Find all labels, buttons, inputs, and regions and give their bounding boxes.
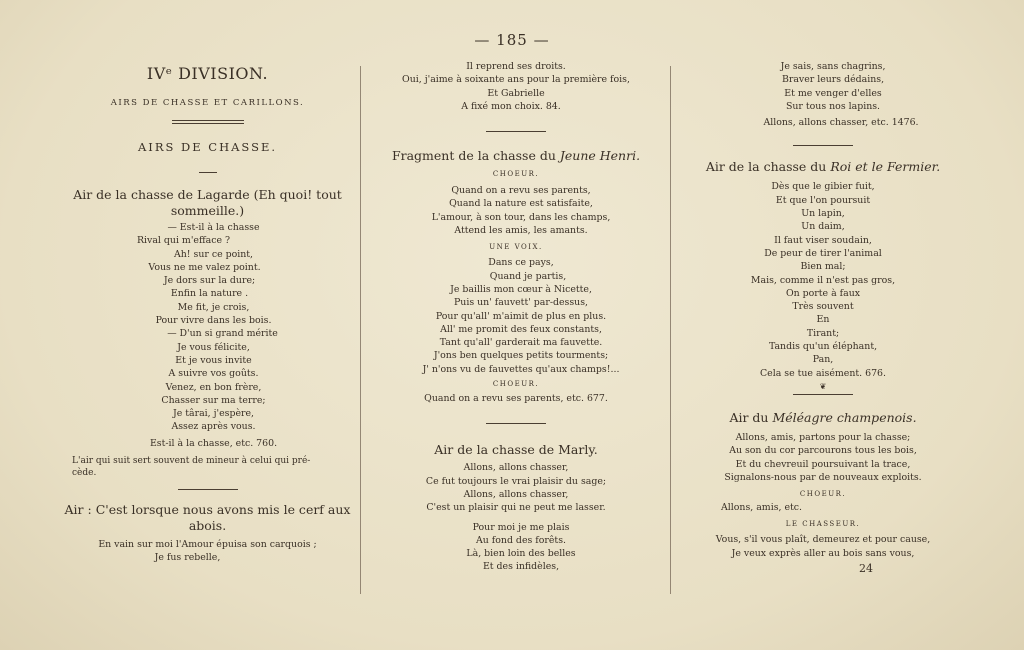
verse-line: Cela se tue aisément. 676. xyxy=(760,367,886,379)
verse-line: Et que l'on poursuit xyxy=(775,194,871,206)
column-middle xyxy=(372,60,660,574)
marly-title: Air de la chasse de Marly. xyxy=(434,442,598,458)
verse-line: Vous ne me valez point. xyxy=(148,261,261,273)
verse-line: Il reprend ses droits. xyxy=(466,61,566,72)
verse-line: En xyxy=(816,314,830,326)
meleagre-title-italic: Méléagre champenois. xyxy=(772,409,917,425)
column-left xyxy=(60,60,355,565)
verse-line: — Est-il à la chasse xyxy=(167,222,260,233)
choeur-label: CHOEUR. xyxy=(492,170,540,179)
verse-line: J' n'ons vu de fauvettes qu'aux champs!... xyxy=(422,363,620,375)
verse-line: Ah! sur ce point, xyxy=(173,248,254,260)
verse-line: Est-il à la chasse, etc. 760. xyxy=(149,437,278,449)
verse-line: Et me venger d'elles xyxy=(784,87,882,99)
separator-rule xyxy=(793,394,853,395)
air-title-cerf-1: Air : C'est lorsque nous avons mis le cerf aux xyxy=(64,502,351,518)
choeur-label: CHOEUR. xyxy=(492,380,540,389)
verse-line: Et du chevreuil poursuivant la trace, xyxy=(735,458,911,470)
verse-line: Signalons-nous par de nouveaux exploits. xyxy=(724,471,922,483)
fragment-title-italic: Jeune Henri. xyxy=(559,148,641,164)
verse-line: All' me promit des feux constants, xyxy=(440,323,602,335)
verse-line: Rival qui m'efface ? xyxy=(136,235,230,247)
verse-line: Et Gabrielle xyxy=(487,87,545,99)
verse-line: Je dors sur la dure; xyxy=(163,275,256,287)
verse-line: Mais, comme il n'est pas gros, xyxy=(750,274,896,286)
fragment-title xyxy=(372,148,660,164)
page-number: — 185 — xyxy=(474,31,550,49)
verse-line: Pan, xyxy=(812,354,834,366)
air-title-lagarde-2: sommeille.) xyxy=(170,203,245,218)
verse-line: Je baillis mon cœur à Nicette, xyxy=(450,283,592,295)
verse-line: Allons, amis, etc. xyxy=(721,502,803,514)
voice-label: UNE VOIX. xyxy=(489,243,543,252)
choeur-label: CHOEUR. xyxy=(799,490,847,499)
verse-line: Enfin la nature . xyxy=(170,288,249,300)
verse-line: Je sais, sans chagrins, xyxy=(780,61,886,72)
division-subtitle: AIRS DE CHASSE ET CARILLONS. xyxy=(110,98,305,108)
verse-line: A fixé mon choix. 84. xyxy=(461,100,561,112)
separator-rule xyxy=(486,423,546,424)
verse-line: Je târai, j'espère, xyxy=(172,408,255,420)
meleagre-title-text: Air du xyxy=(729,409,773,425)
verse-line: Bien mal; xyxy=(800,261,846,273)
chasseur-label: LE CHASSEUR. xyxy=(785,520,861,529)
roi-title-text: Air de la chasse du xyxy=(705,159,831,175)
roi-title-italic: Roi et le Fermier. xyxy=(830,159,941,175)
ornament-icon: ❦ xyxy=(819,381,827,391)
verse-line: Quand on a revu ses parents, xyxy=(451,185,591,197)
note-line: L'air qui suit sert souvent de mineur à celui qui pré- xyxy=(72,456,311,467)
verse-line: Et des infidèles, xyxy=(482,561,560,573)
verse-line: Attend les amis, les amants. xyxy=(454,225,588,237)
verse-line: Oui, j'aime à soixante ans pour la première fois, xyxy=(402,74,630,86)
column-divider-left xyxy=(360,66,361,594)
verse-line: Tant qu'all' garderait ma fauvette. xyxy=(439,337,603,349)
verse-line: Je veux exprès aller au bois sans vous, xyxy=(731,547,915,559)
verse-line: Allons, allons chasser, etc. 1476. xyxy=(763,117,919,129)
verse-line: Dès que le gibier fuit, xyxy=(771,181,875,193)
meleagre-title xyxy=(683,410,963,426)
verse-line: Vous, s'il vous plaît, demeurez et pour cause, xyxy=(715,534,931,546)
verse-line: Pour vivre dans les bois. xyxy=(155,315,272,327)
verse-line: Je fus rebelle, xyxy=(154,552,221,564)
verse-line: Allons, allons chasser, xyxy=(463,488,569,500)
verse-line: Puis un' fauvett' par-dessus, xyxy=(453,297,589,309)
verse-line: Tandis qu'un éléphant, xyxy=(768,341,878,353)
air-title-cerf-2: abois. xyxy=(188,518,227,534)
verse-line: A suivre vos goûts. xyxy=(168,368,259,380)
note-line: cède. xyxy=(72,467,97,478)
verse-line: Assez après vous. xyxy=(171,421,256,433)
verse-line: De peur de tirer l'animal xyxy=(764,247,882,259)
verse-line: Allons, amis, partons pour la chasse; xyxy=(735,431,911,443)
double-rule xyxy=(172,120,244,124)
verse-line: Pour moi je me plais xyxy=(472,521,570,533)
verse-line: Au fond des forêts. xyxy=(476,534,566,546)
verse-line: Ce fut toujours le vrai plaisir du sage; xyxy=(425,475,607,487)
separator-rule xyxy=(178,489,238,490)
short-rule xyxy=(199,172,217,173)
signature-mark: 24 xyxy=(859,562,873,576)
verse-line: Braver leurs dédains, xyxy=(781,74,885,86)
verse-line: Quand je partis, xyxy=(489,270,567,282)
verse-line: Me fit, je crois, xyxy=(177,301,250,313)
roi-title xyxy=(683,159,963,175)
verse-line: Allons, allons chasser, xyxy=(463,462,569,474)
verse-line: On porte à faux xyxy=(785,287,861,299)
verse-line: Un lapin, xyxy=(801,208,845,220)
verse-line: Quand on a revu ses parents, etc. 677. xyxy=(424,393,608,405)
verse-line: Très souvent xyxy=(792,301,854,313)
verse-line: Quand la nature est satisfaite, xyxy=(449,198,593,210)
verse-line: Pour qu'all' m'aimit de plus en plus. xyxy=(435,310,607,322)
verse-line: Il faut viser soudain, xyxy=(774,234,872,246)
division-heading: IVᵉ DIVISION. xyxy=(146,64,269,83)
air-title-lagarde-1: Air de la chasse de Lagarde (Eh quoi! tout xyxy=(73,187,342,202)
verse-line: Je vous félicite, xyxy=(177,341,250,353)
verse-line: Sur tous nos lapins. xyxy=(785,100,881,112)
column-right xyxy=(683,60,963,575)
verse-line: Venez, en bon frère, xyxy=(165,381,262,393)
column-divider-right xyxy=(670,66,671,594)
verse-line: Un daim, xyxy=(801,221,845,233)
verse-line: L'amour, à son tour, dans les champs, xyxy=(431,211,611,223)
verse-line: Au son du cor parcourons tous les bois, xyxy=(729,445,917,457)
verse-line: Et je vous invite xyxy=(175,354,252,366)
verse-line: J'ons ben quelques petits tourments; xyxy=(433,350,609,362)
verse-line: Dans ce pays, xyxy=(488,257,554,269)
verse-line: — D'un si grand mérite xyxy=(167,328,278,340)
section-heading: AIRS DE CHASSE. xyxy=(137,140,278,154)
verse-line: Chasser sur ma terre; xyxy=(161,394,266,406)
verse-line: C'est un plaisir qui ne peut me lasser. xyxy=(426,502,606,514)
verse-line: En vain sur moi l'Amour épuisa son carquois ; xyxy=(98,539,317,551)
verse-line: Là, bien loin des belles xyxy=(466,548,576,560)
separator-rule xyxy=(793,145,853,146)
verse-line: Tirant; xyxy=(806,327,840,339)
separator-rule xyxy=(486,131,546,132)
fragment-title-text: Fragment de la chasse du xyxy=(391,148,560,164)
